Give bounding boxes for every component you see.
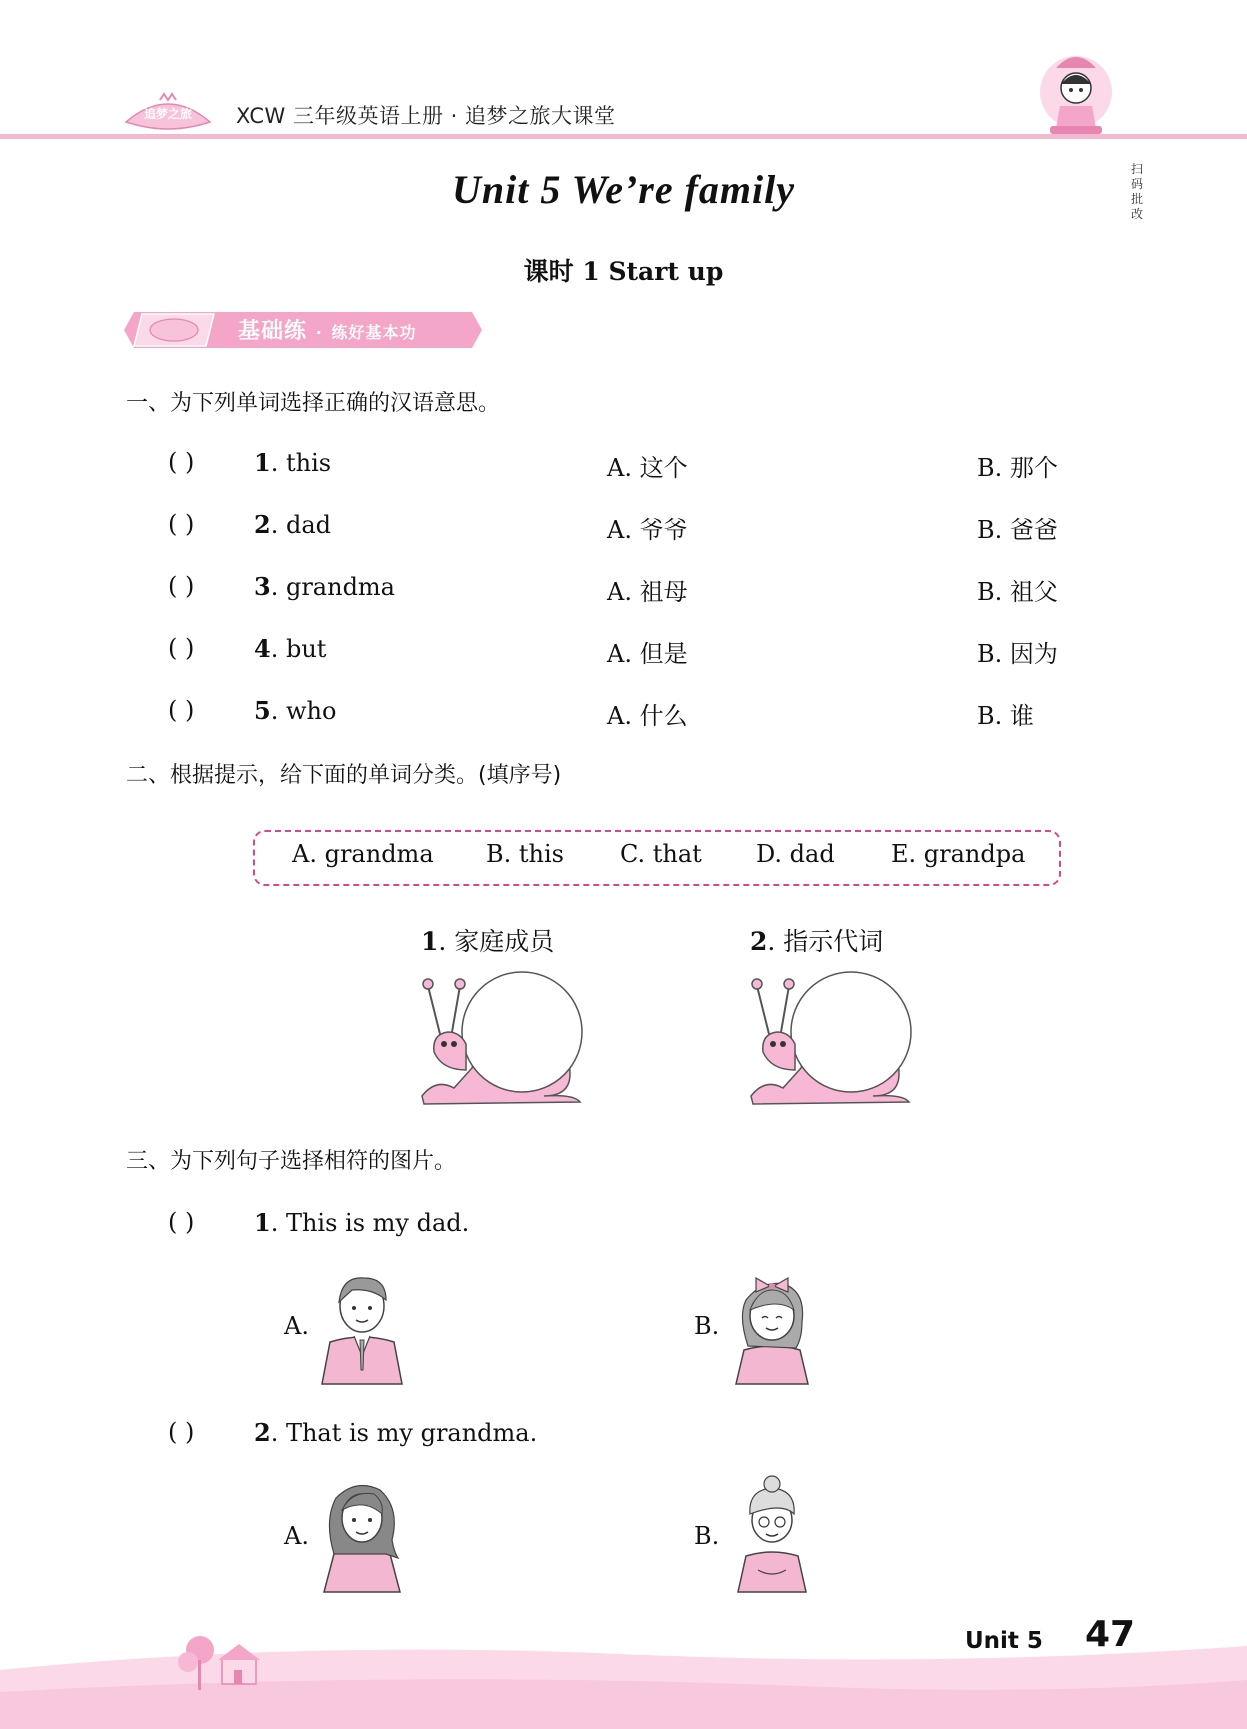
footer-unit: Unit 5	[965, 1628, 1043, 1654]
banner-label	[238, 314, 416, 345]
option-a-label: A.	[284, 1312, 309, 1340]
word-bank-item: D. dad	[756, 840, 835, 868]
sentence	[254, 1418, 537, 1447]
item-number: 1	[254, 448, 271, 477]
answer-blank[interactable]: ( )	[168, 572, 195, 600]
grandma-image	[722, 1474, 822, 1594]
option-b: B. 爸爸	[977, 516, 1058, 544]
word-bank-item: C. that	[620, 840, 702, 868]
sentence-text: . This is my dad.	[270, 1209, 470, 1237]
item-word: . this	[270, 449, 332, 477]
group-number: 2	[750, 927, 768, 956]
sentence	[254, 1208, 469, 1237]
word	[254, 448, 331, 477]
answer-blank[interactable]: ( )	[168, 1418, 195, 1446]
footer-band	[0, 1630, 1247, 1729]
item-number: 2	[254, 510, 271, 539]
item-word: . who	[270, 697, 337, 725]
logo-badge	[122, 92, 214, 132]
item-word: . but	[270, 635, 327, 663]
word	[254, 634, 326, 663]
header-title: XCW 三年级英语上册 · 追梦之旅大课堂	[236, 104, 616, 128]
item-number: 4	[254, 634, 271, 663]
banner-dot: ·	[315, 323, 323, 342]
group-label	[750, 922, 883, 958]
option-a: A. 爷爷	[607, 516, 688, 544]
girl-with-bow-image	[722, 1266, 822, 1386]
answer-blank[interactable]: ( )	[168, 696, 195, 724]
option-a: A. 什么	[607, 702, 688, 730]
unit-title: Unit 5 We’re family	[451, 167, 796, 212]
section1-heading: 一、为下列单词选择正确的汉语意思。	[126, 391, 501, 416]
word	[254, 696, 336, 725]
option-a: A. 但是	[607, 640, 688, 668]
option-b: B. 因为	[977, 640, 1058, 668]
banner-main: 基础练	[238, 319, 308, 344]
snail-answer-area[interactable]	[743, 968, 913, 1108]
option-b-label: B.	[694, 1522, 720, 1550]
banner-sub: 练好基本功	[331, 323, 417, 342]
man-in-suit-image	[312, 1266, 412, 1386]
group-text: . 家庭成员	[438, 927, 555, 956]
word-bank-item: B. this	[486, 840, 564, 868]
option-b: B. 那个	[977, 454, 1058, 482]
answer-blank[interactable]: ( )	[168, 634, 195, 662]
scan-to-grade-note: 扫码批改	[1130, 162, 1143, 221]
word	[254, 510, 331, 539]
answer-blank[interactable]: ( )	[168, 510, 195, 538]
group-label	[421, 922, 554, 958]
option-b: B. 谁	[977, 702, 1034, 730]
section2-heading: 二、根据提示，给下面的单词分类。(填序号)	[126, 763, 562, 788]
cartoon-girl-icon	[1036, 48, 1116, 138]
item-number: 1	[254, 1208, 271, 1237]
svg-text:追梦之旅: 追梦之旅	[143, 107, 193, 121]
option-b-label: B.	[694, 1312, 720, 1340]
page-number: 47	[1085, 1614, 1136, 1655]
snail-answer-area[interactable]	[414, 968, 584, 1108]
section3-heading: 三、为下列句子选择相符的图片。	[126, 1149, 457, 1174]
sentence-text: . That is my grandma.	[270, 1419, 538, 1447]
item-number: 3	[254, 572, 271, 601]
group-text: . 指示代词	[767, 927, 884, 956]
option-a: A. 这个	[607, 454, 688, 482]
option-b: B. 祖父	[977, 578, 1058, 606]
item-word: . dad	[270, 511, 331, 539]
answer-blank[interactable]: ( )	[168, 448, 195, 476]
item-number: 5	[254, 696, 271, 725]
word	[254, 572, 395, 601]
option-a-label: A.	[284, 1522, 309, 1550]
item-word: . grandma	[270, 573, 395, 601]
lesson-title: 课时 1 Start up	[523, 257, 724, 286]
item-number: 2	[254, 1418, 271, 1447]
answer-blank[interactable]: ( )	[168, 1208, 195, 1236]
option-a: A. 祖母	[607, 578, 688, 606]
word-bank-item: A. grandma	[292, 840, 434, 868]
group-number: 1	[421, 927, 439, 956]
woman-image	[312, 1474, 412, 1594]
word-bank-item: E. grandpa	[891, 840, 1026, 868]
